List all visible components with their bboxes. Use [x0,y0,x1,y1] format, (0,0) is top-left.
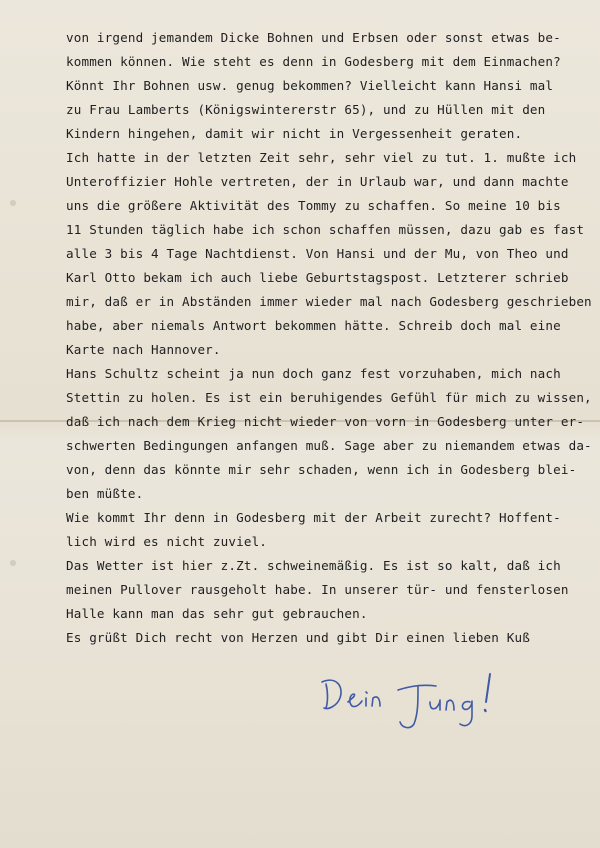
text-line: Hans Schultz scheint ja nun doch ganz fest vorzuhaben, mich nach [66,366,561,381]
text-line: Karte nach Hannover. [66,342,221,357]
text-line: meinen Pullover rausgeholt habe. In unserer tür- und fensterlosen [66,582,569,597]
text-line: daß ich nach dem Krieg nicht wieder von vorn in Godesberg unter er- [66,414,585,429]
text-line: Stettin zu holen. Es ist ein beruhigendes Gefühl für mich zu wissen, [66,390,592,405]
text-line: Unteroffizier Hohle vertreten, der in Urlaub war, und dann machte [66,174,569,189]
text-line: von, denn das könnte mir sehr schaden, wenn ich in Godesberg blei- [66,462,577,477]
text-line: kommen können. Wie steht es denn in Godesberg mit dem Einmachen? [66,54,561,69]
paper-mark [10,200,16,206]
text-line: ben müßte. [66,486,144,501]
text-line: mir, daß er in Abständen immer wieder mal nach Godesberg geschrieben [66,294,592,309]
text-line: Karl Otto bekam ich auch liebe Geburtstagspost. Letzterer schrieb [66,270,569,285]
text-line: von irgend jemandem Dicke Bohnen und Erbsen oder sonst etwas be- [66,30,561,45]
paper-mark [10,560,16,566]
signature-drawing [318,668,518,740]
text-line: 11 Stunden täglich habe ich schon schaffen müssen, dazu gab es fast [66,222,585,237]
text-line: zu Frau Lamberts (Königswintererstr 65), und zu Hüllen mit den [66,102,546,117]
text-line: Wie kommt Ihr denn in Godesberg mit der Arbeit zurecht? Hoffent- [66,510,561,525]
text-line: Kindern hingehen, damit wir nicht in Vergessenheit geraten. [66,126,523,141]
text-line: habe, aber niemals Antwort bekommen hätte. Schreib doch mal eine [66,318,561,333]
text-line: lich wird es nicht zuviel. [66,534,268,549]
text-line: Das Wetter ist hier z.Zt. schweinemäßig. Es ist so kalt, daß ich [66,558,561,573]
text-line: Könnt Ihr Bohnen usw. genug bekommen? Vielleicht kann Hansi mal [66,78,554,93]
text-line: Es grüßt Dich recht von Herzen und gibt Dir einen lieben Kuß [66,630,530,645]
text-line: schwerten Bedingungen anfangen muß. Sage aber zu niemandem etwas da- [66,438,592,453]
handwritten-signature [318,668,518,740]
text-line: Halle kann man das sehr gut gebrauchen. [66,606,368,621]
letter-body [66,26,592,650]
text-line: Ich hatte in der letzten Zeit sehr, sehr viel zu tut. 1. mußte ich [66,150,577,165]
text-line: alle 3 bis 4 Tage Nachtdienst. Von Hansi und der Mu, von Theo und [66,246,569,261]
text-line: uns die größere Aktivität des Tommy zu schaffen. So meine 10 bis [66,198,561,213]
